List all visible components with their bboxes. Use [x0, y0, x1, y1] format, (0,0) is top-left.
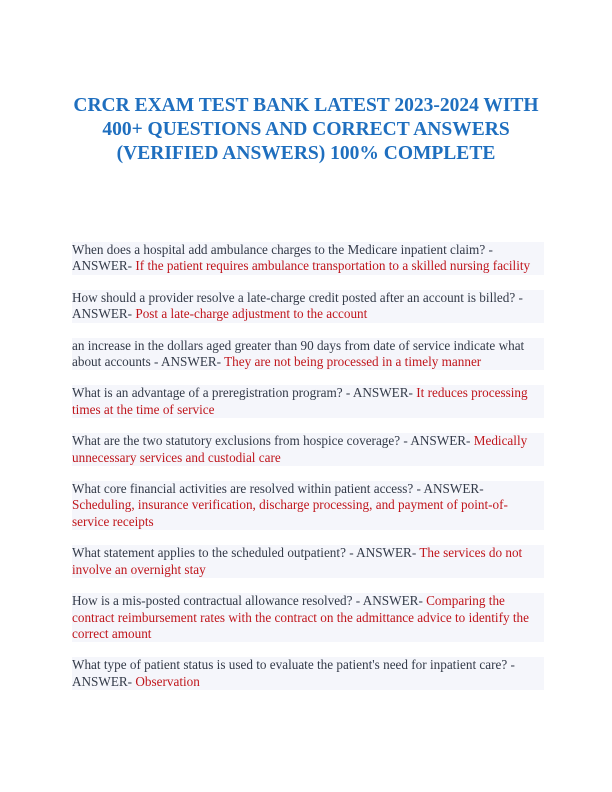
- answer-text: It reduces processing times at the time of service: [72, 385, 528, 417]
- answer-text: Comparing the contract reimbursement rates with the contract on the admittance advice to identify the correct amount: [72, 593, 529, 641]
- answer-text: Observation: [135, 673, 200, 689]
- qa-item-4: [72, 385, 544, 418]
- question-text: What type of patient status is used to evaluate the patient's need for inpatient care? - ANSWER-: [72, 657, 515, 689]
- question-text: How should a provider resolve a late-charge credit posted after an account is billed? - ANSWER-: [72, 289, 523, 322]
- answer-text: If the patient requires ambulance transportation to a skilled nursing facility: [135, 258, 531, 274]
- question-text: How is a mis-posted contractual allowance resolved? - ANSWER-: [72, 593, 427, 609]
- document-title: CRCR EXAM TEST BANK LATEST 2023-2024 WITH 400+ QUESTIONS AND CORRECT ANSWERS (VERIFIED ANSWERS) 100% COMPLETE: [73, 95, 539, 164]
- question-text: an increase in the dollars aged greater than 90 days from date of service indicate what about accounts - ANSWER-: [72, 337, 525, 370]
- answer-text: They are not being processed in a timely manner: [224, 354, 482, 370]
- qa-item-7: [72, 545, 544, 578]
- qa-item-1: [72, 242, 544, 275]
- qa-item-8: [72, 593, 544, 642]
- answer-text: Post a late-charge adjustment to the account: [135, 306, 368, 322]
- question-text: What core financial activities are resolved within patient access? - ANSWER-: [72, 481, 484, 497]
- qa-item-9: [72, 657, 544, 690]
- question-text: What are the two statutory exclusions from hospice coverage? - ANSWER-: [72, 433, 474, 449]
- qa-item-3: [72, 338, 544, 371]
- question-text: What statement applies to the scheduled outpatient? - ANSWER-: [72, 545, 420, 561]
- answer-text: The services do not involve an overnight stay: [72, 545, 523, 577]
- qa-item-2: [72, 290, 544, 323]
- qa-item-6: [72, 481, 544, 530]
- question-text: What is an advantage of a preregistration program? - ANSWER-: [72, 385, 417, 401]
- answer-text: Scheduling, insurance verification, discharge processing, and payment of point-of-service receipts: [72, 497, 508, 529]
- qa-item-5: [72, 433, 544, 466]
- answer-text: Medically unnecessary services and custodial care: [72, 433, 528, 465]
- question-text: When does a hospital add ambulance charges to the Medicare inpatient claim? - ANSWER-: [72, 242, 493, 274]
- qa-list: [72, 242, 544, 705]
